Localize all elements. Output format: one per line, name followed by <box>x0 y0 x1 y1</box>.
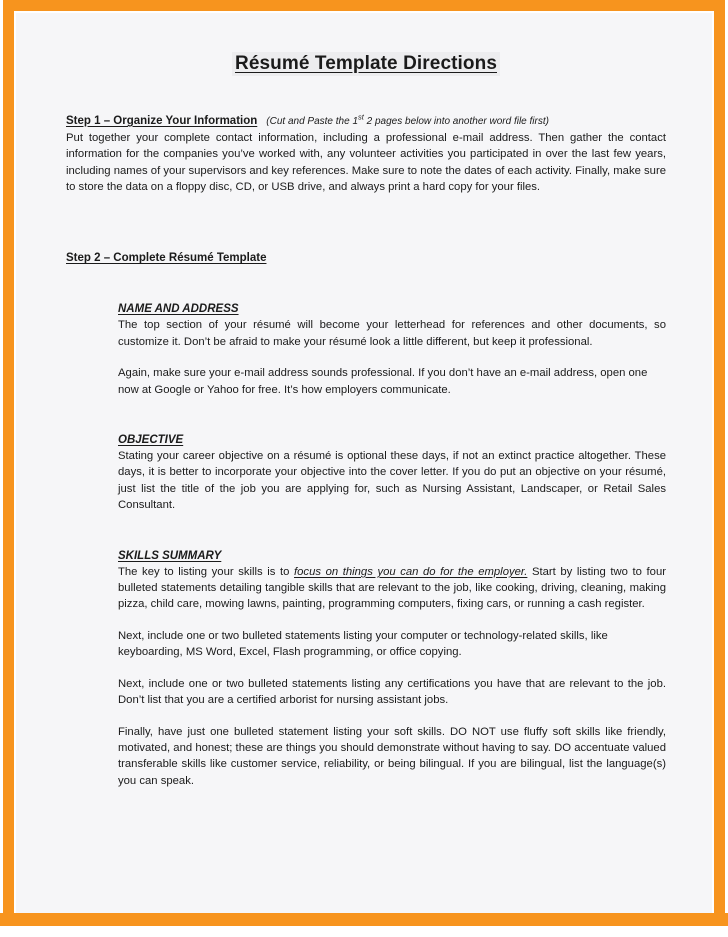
section-paragraph: Finally, have just one bulleted statement listing your soft skills. DO NOT use fluffy soft skills like friendly, motivated, and honest; these are things you should demonstrate without having to say. DO accentuate valued transferable skills like customer service, reliability, or being bilingual. If you are bilingual, list the language(s) you can speak. <box>118 725 666 787</box>
step-1-note-after: 2 pages below into another word file first) <box>363 115 549 127</box>
document-content <box>66 53 666 789</box>
section-heading-text: OBJECTIVE <box>118 434 184 447</box>
step-2-heading <box>66 251 666 266</box>
spacer-paragraph <box>118 661 666 676</box>
step-2-block <box>66 251 666 266</box>
step-1-heading <box>66 114 666 129</box>
skills-intro-paragraph <box>118 564 666 613</box>
document-title-text: Résumé Template Directions <box>232 52 500 76</box>
section-heading-objective <box>118 432 666 448</box>
spacer-paragraph <box>118 709 666 724</box>
page-border-right <box>714 0 725 926</box>
document-paper <box>16 13 712 913</box>
spacer-after-step-1 <box>66 195 666 251</box>
section-name-and-address <box>118 301 666 398</box>
step-1-note <box>266 112 549 127</box>
spacer-paragraph <box>118 613 666 628</box>
document-title <box>66 53 666 76</box>
skills-intro-emphasis: focus on things you can do for the employer. <box>294 565 528 578</box>
section-paragraph: Next, include one or two bulleted statements listing your computer or technology-related skills, like keyboarding, MS Word, Excel, Flash programming, or office copying. <box>118 629 608 659</box>
spacer-before-objective <box>66 398 666 432</box>
page-border-left <box>3 0 14 926</box>
section-objective <box>118 432 666 514</box>
skills-intro-before: The key to listing your skills is to <box>118 565 294 578</box>
section-skills-summary <box>118 548 666 789</box>
section-paragraph: Stating your career objective on a résumé is optional these days, if not an extinct practice altogether. These days, it is better to incorporate your objective into the cover letter. If you do put an objective on your résumé, just list the title of the job you are applying for, such as Nursing Assistant, Landscaper, or Retail Sales Consultant. <box>118 450 666 512</box>
section-heading-text: SKILLS SUMMARY <box>118 549 222 562</box>
step-2-label: Step 2 – Complete Résumé Template <box>66 252 267 265</box>
page-border-bottom <box>0 913 728 926</box>
step-1-note-superscript: st <box>358 112 364 122</box>
section-paragraph: Again, make sure your e-mail address sounds professional. If you don’t have an e-mail address, open one now at Google or Yahoo for free. It’s how employers communicate. <box>118 367 648 396</box>
section-heading-skills-summary <box>118 548 666 564</box>
spacer-paragraph <box>118 350 666 365</box>
skills-intro-after: Start by listing two to four bulleted statements detailing tangible skills that are relevant to the job, like cooking, driving, cleaning, making pizza, child care, mowing lawns, painting, programming computers, fixing cars, or running a cash register. <box>118 565 666 611</box>
section-heading-name-and-address <box>118 301 666 317</box>
step-1-body: Put together your complete contact information, including a professional e-mail address. Then gather the contact information for the companies you’ve worked with, any volunteer activities you participated in over the last few years, including names of your supervisors and key references. Make sure to note the dates of each activity. Finally, make sure to store the data on a floppy disc, CD, or USB drive, and always print a hard copy for your files. <box>66 131 666 194</box>
step-1-block <box>66 114 666 196</box>
section-paragraph: Next, include one or two bulleted statements listing any certifications you have that are relevant to the job. Don’t list that you are a certified arborist for nursing assistant jobs. <box>118 677 666 707</box>
spacer-after-step-2 <box>66 267 666 301</box>
step-1-note-before: (Cut and Paste the 1 <box>266 115 359 127</box>
page-border-top <box>3 0 725 11</box>
spacer-before-skills-summary <box>66 514 666 548</box>
section-paragraph: The top section of your résumé will become your letterhead for references and other documents, so customize it. Don’t be afraid to make your résumé look a little different, but keep it professional. <box>118 319 666 348</box>
step-1-label: Step 1 – Organize Your Information <box>66 114 258 127</box>
section-heading-text: NAME AND ADDRESS <box>118 303 239 316</box>
